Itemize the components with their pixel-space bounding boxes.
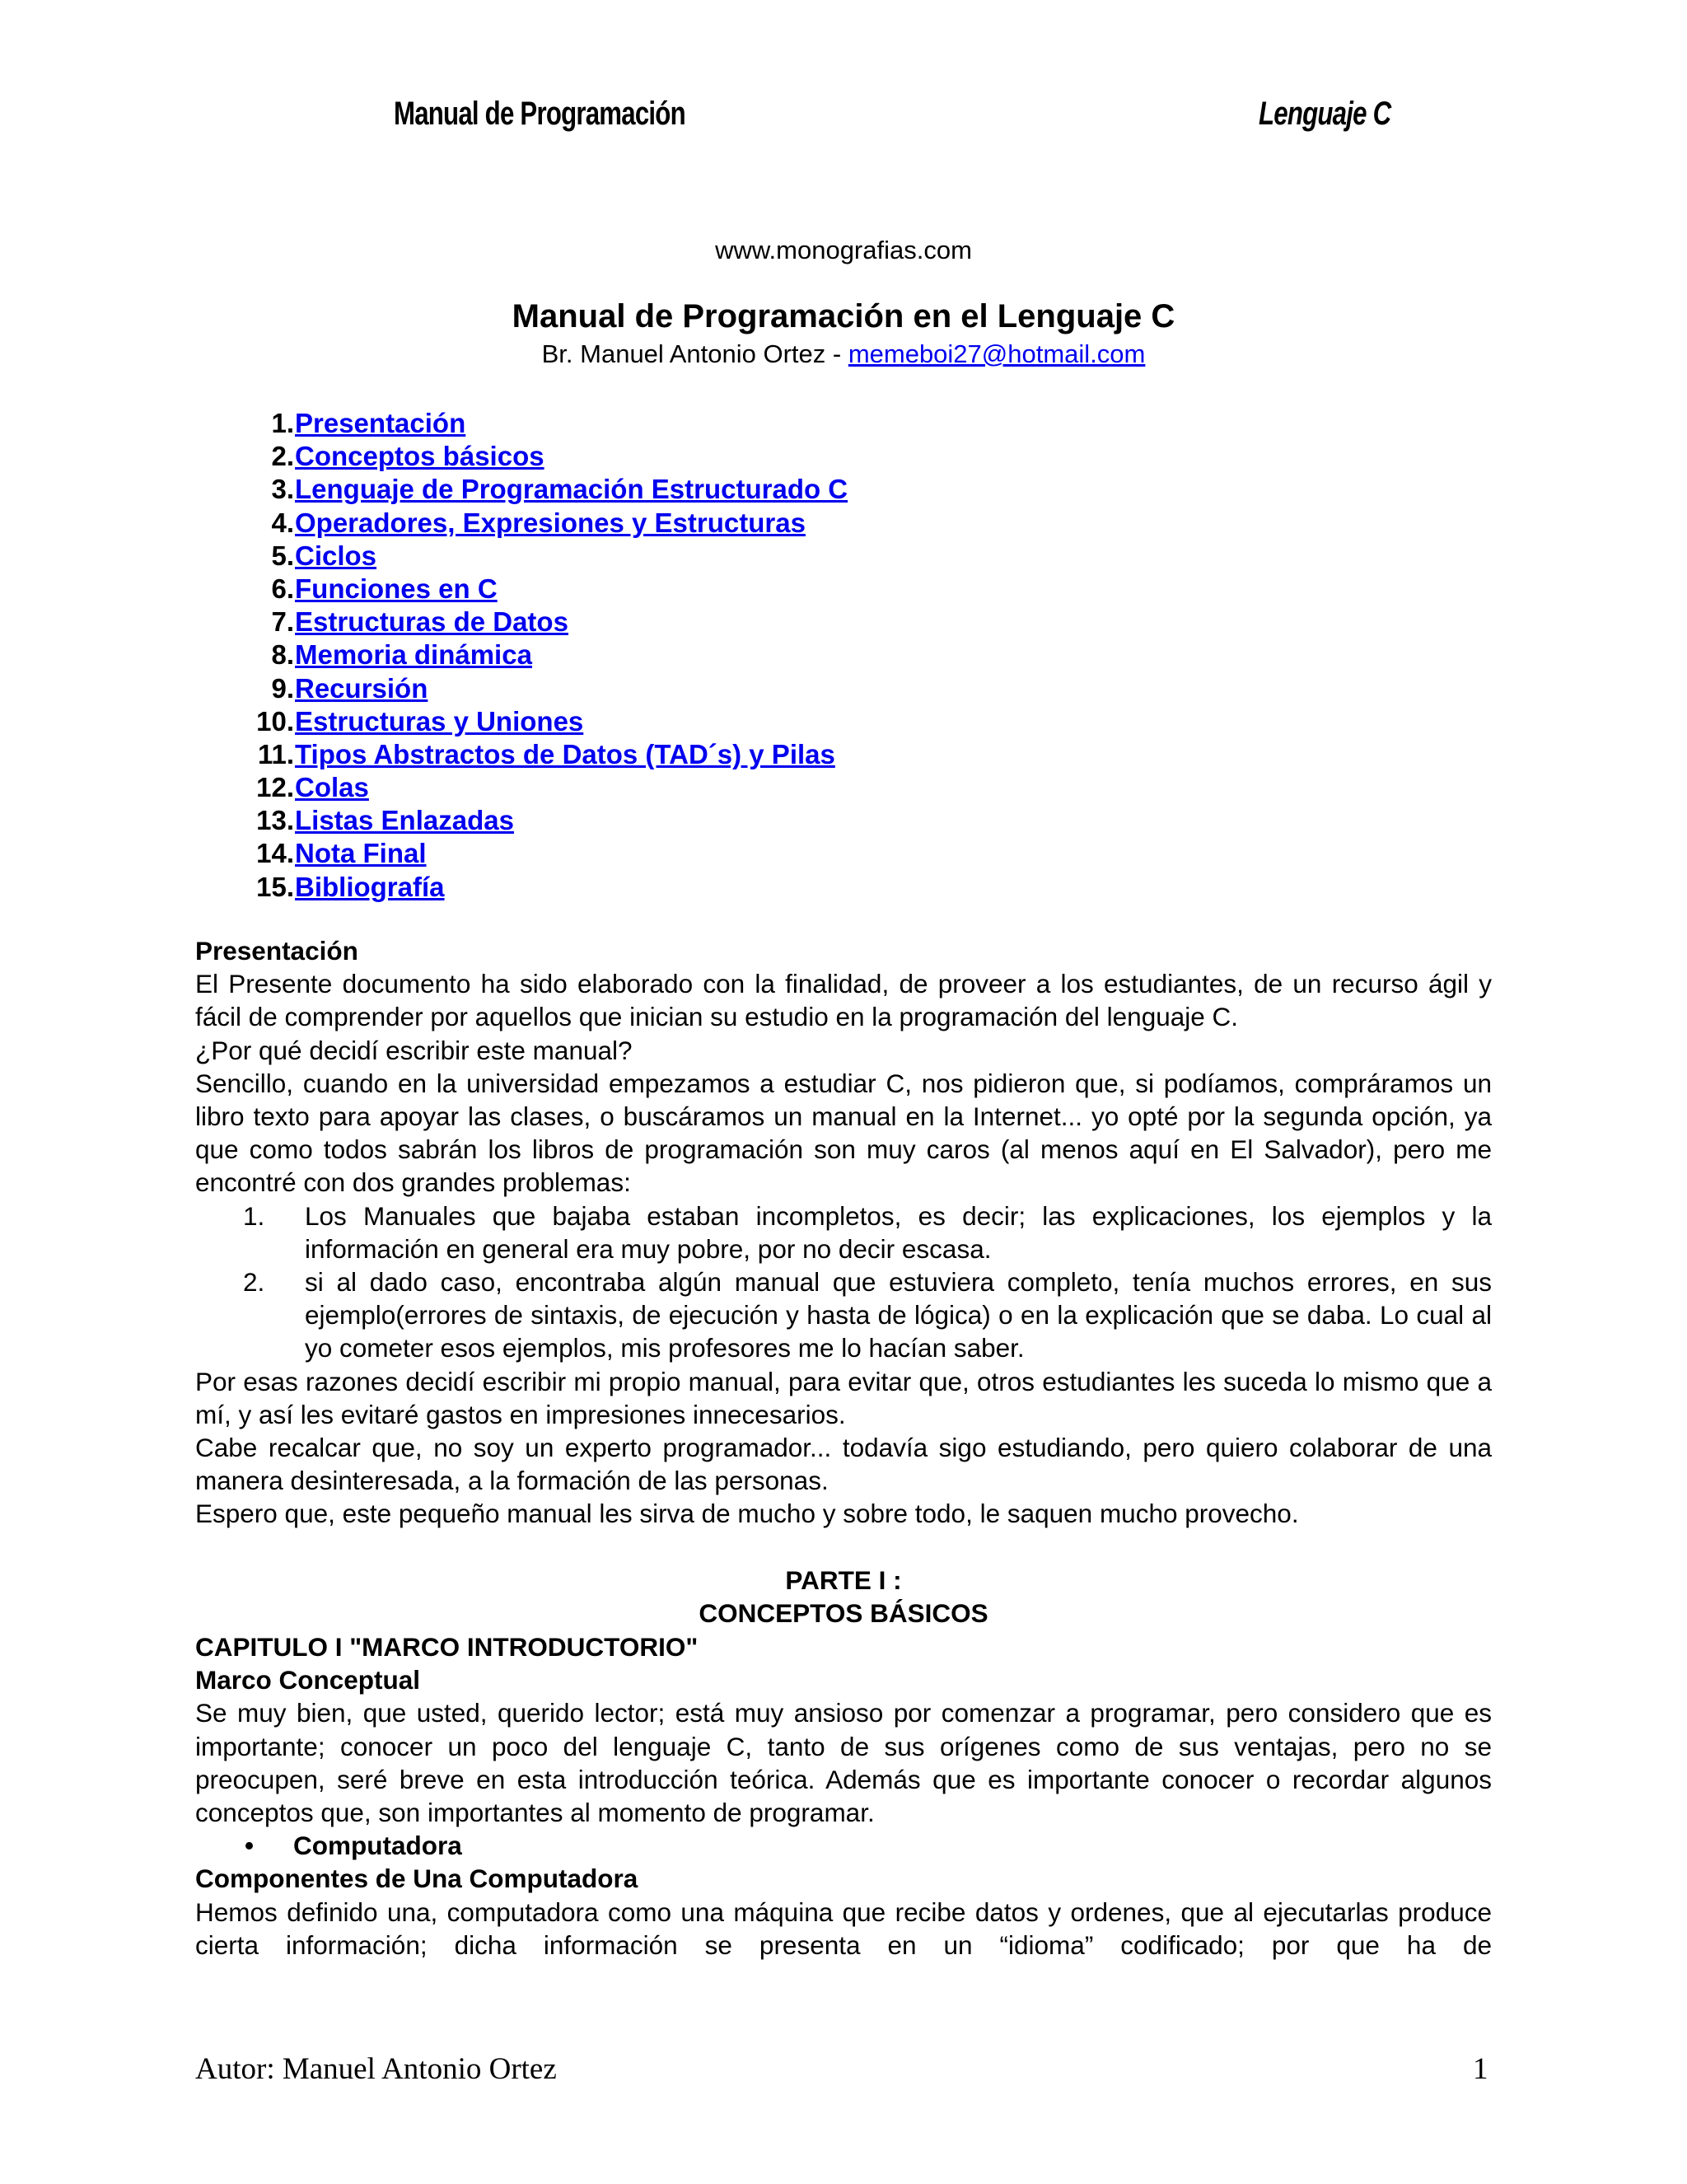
paragraph: El Presente documento ha sido elaborado con la finalidad, de proveer a los estudiantes, de un recurso ágil y fácil de comprender por aquellos que inician su estudio en la programación del lenguaje C. [195,969,1492,1032]
toc-item [244,606,568,638]
list-item-text: Los Manuales que bajaba estaban incompletos, es decir; las explicaciones, los ejemplos y la información en general era muy pobre, por no decir escasa. [305,1200,1492,1264]
subsection-heading: Componentes de Una Computadora [195,1864,638,1894]
problems-list [195,1200,1492,1365]
part-subtitle: CONCEPTOS BÁSICOS [699,1598,988,1629]
subsection-heading: Marco Conceptual [195,1665,421,1695]
toc-item [244,473,848,506]
list-item [195,1265,1492,1365]
toc-number: 8. [271,639,294,671]
toc-number: 6. [271,573,294,604]
table-of-contents [244,407,848,904]
toc-link[interactable]: Bibliografía [295,871,445,902]
list-item-text: si al dado caso, encontraba algún manual que estuviera completo, tenía muchos errores, en sus ejemplo(errores de sintaxis, de ejecución y hasta de lógica) o en la explicación que se daba. Lo cual al yo cometer esos ejemplos, mis profesores me lo hacían saber. [305,1267,1492,1363]
toc-item [244,771,369,804]
toc-item [244,573,498,606]
toc-item [244,738,835,771]
toc-link[interactable]: Nota Final [295,838,427,869]
toc-link[interactable]: Tipos Abstractos de Datos (TAD´s) y Pilas [295,738,835,769]
running-header-title: Manual de Programación [394,96,685,132]
toc-link[interactable]: Colas [295,772,369,803]
toc-link[interactable]: Lenguaje de Programación Estructurado C [295,474,848,505]
page-number: 1 [1473,2052,1488,2086]
list-number: 1. [243,1200,265,1231]
toc-number: 12. [256,772,294,803]
toc-number: 2. [271,441,294,472]
list-item [195,1200,1492,1265]
author-byline [0,339,1687,369]
document-title: Manual de Programación en el Lenguaje C [512,298,1175,334]
bullet-text: Computadora [293,1831,462,1861]
toc-number: 5. [271,540,294,571]
paragraph: Hemos definido una, computadora como una máquina que recibe datos y ordenes, que al ejecutarlas produce cierta información; dicha información se presenta en un “idioma” codificado; por que ha de [195,1896,1492,1960]
toc-number: 13. [256,805,294,836]
toc-number: 1. [271,408,294,438]
toc-item [244,440,544,473]
toc-link[interactable]: Estructuras y Uniones [295,705,584,737]
presentacion-section [195,934,1492,1531]
paragraph: Sencillo, cuando en la universidad empezamos a estudiar C, nos pidieron que, si podíamos, compráramos un libro texto para apoyar las clases, o buscáramos un manual en la Internet... yo opté por la segunda opción, ya que como todos sabrán los libros de programación son muy caros (al menos aquí en El Salvador), pero me encontré con dos grandes problemas: [195,1068,1492,1198]
footer-author: Autor: Manuel Antonio Ortez [195,2052,557,2086]
toc-item [244,638,532,671]
toc-item [244,804,514,837]
chapter-section [195,1630,1492,1962]
toc-link[interactable]: Operadores, Expresiones y Estructuras [295,507,806,538]
paragraph: Por esas razones decidí escribir mi propio manual, para evitar que, otros estudiantes les suceda lo mismo que a mí, y así les evitaré gastos en impresiones innecesarios. [195,1366,1492,1429]
bullet-dot-icon: • [245,1831,255,1861]
toc-item [244,540,377,573]
toc-link[interactable]: Funciones en C [295,573,498,604]
toc-number: 10. [256,705,294,737]
toc-item [244,672,428,705]
bullet-item [195,1829,1492,1862]
toc-item [244,705,584,738]
paragraph: Se muy bien, que usted, querido lector; está muy ansioso por comenzar a programar, pero considero que es importante; conocer un poco del lenguaje C, tanto de sus orígenes como de sus ventajas, pero no se preocupen, seré breve en esta introducción teórica. Además que es importante conocer o recordar algunos conceptos que, son importantes al momento de programar. [195,1698,1492,1828]
toc-item [244,407,466,440]
running-header-subject: Lenguaje C [1259,96,1391,132]
toc-link[interactable]: Estructuras de Datos [295,606,568,638]
toc-link[interactable]: Ciclos [295,540,377,571]
toc-number: 11. [257,738,294,769]
toc-link[interactable]: Memoria dinámica [295,639,532,671]
list-number: 2. [243,1267,265,1298]
author-name: Br. Manuel Antonio Ortez - [541,339,848,368]
toc-item [244,871,445,904]
chapter-heading: CAPITULO I "MARCO INTRODUCTORIO" [195,1632,699,1662]
author-email-link[interactable]: memeboi27@hotmail.com [848,339,1146,368]
toc-number: 7. [271,606,294,638]
toc-link[interactable]: Recursión [295,672,428,704]
source-site: www.monografias.com [715,236,972,264]
toc-item [244,837,427,870]
toc-number: 9. [271,672,294,704]
toc-number: 4. [271,507,294,538]
toc-number: 15. [256,871,294,902]
part-title [0,1564,1687,1630]
section-heading-presentacion: Presentación [195,936,358,966]
toc-number: 3. [271,474,294,505]
toc-link[interactable]: Listas Enlazadas [295,805,514,836]
question-line: ¿Por qué decidí escribir este manual? [195,1035,633,1065]
part-number: PARTE I : [785,1565,902,1595]
toc-number: 14. [256,838,294,869]
toc-item [244,507,806,540]
toc-link[interactable]: Presentación [295,408,466,438]
paragraph: Espero que, este pequeño manual les sirva de mucho y sobre todo, le saquen mucho provecho. [195,1499,1299,1529]
paragraph: Cabe recalcar que, no soy un experto programador... todavía sigo estudiando, pero quiero colaborar de una manera desinteresada, a la formación de las personas. [195,1433,1492,1496]
toc-link[interactable]: Conceptos básicos [295,441,544,472]
